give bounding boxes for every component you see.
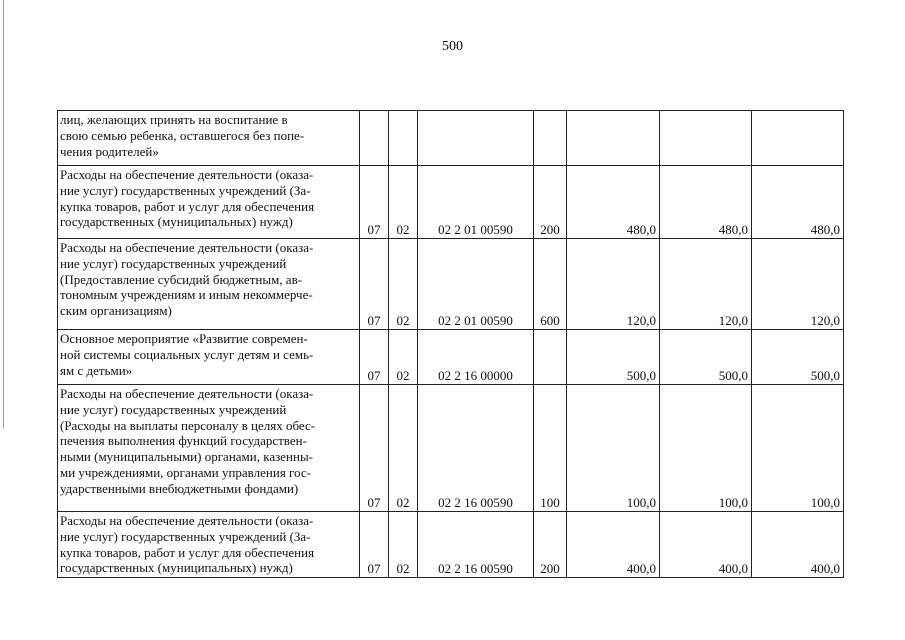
section-code-cell (360, 111, 389, 166)
amount-cell (752, 111, 844, 166)
amount-cell: 120,0 (752, 239, 844, 330)
expense-name-line: чения родителей» (60, 143, 159, 159)
expense-type-cell (534, 111, 567, 166)
expense-name-line: лиц, желающих принять на воспитание в (60, 112, 288, 127)
amount-cell: 480,0 (752, 166, 844, 239)
subsection-code-cell: 02 (389, 239, 418, 330)
amount-cell (567, 111, 660, 166)
amount-cell: 400,0 (752, 512, 844, 578)
expense-name-line: государственных (муниципальных) нужд) (60, 560, 293, 576)
target-article-cell: 02 2 01 00590 (418, 166, 534, 239)
expense-name-line: (Расходы на выплаты персоналу в целях обес- (60, 417, 316, 433)
target-article-cell: 02 2 16 00590 (418, 385, 534, 512)
expense-name-line: ударственными внебюджетными фондами) (60, 480, 299, 496)
expense-name-cell (58, 239, 360, 330)
expense-name-line: печения выполнения функций государствен- (60, 433, 307, 449)
amount-cell: 500,0 (752, 330, 844, 385)
scan-edge-line (3, 0, 4, 428)
target-article-cell: 02 2 01 00590 (418, 239, 534, 330)
expense-name-line: ние услуг) государственных учреждений (За- (60, 182, 311, 198)
expense-name-cell (58, 330, 360, 385)
expense-name-line: тономным учреждениям и иным некоммерче- (60, 287, 313, 303)
expense-name-line: ной системы социальных услуг детям и семь- (60, 346, 314, 362)
expense-name-line: купка товаров, работ и услуг для обеспечения (60, 198, 315, 214)
subsection-code-cell: 02 (389, 385, 418, 512)
expense-name-line: ными (муниципальными) органами, казенны- (60, 449, 314, 465)
amount-cell: 120,0 (660, 239, 752, 330)
amount-cell: 480,0 (567, 166, 660, 239)
expense-name-line: купка товаров, работ и услуг для обеспечения (60, 544, 315, 560)
amount-cell: 400,0 (660, 512, 752, 578)
amount-cell: 480,0 (660, 166, 752, 239)
expense-name-line: Расходы на обеспечение деятельности (оказа- (60, 513, 314, 528)
subsection-code-cell: 02 (389, 166, 418, 239)
section-code-cell: 07 (360, 385, 389, 512)
table-row (58, 385, 844, 512)
page-number: 500 (442, 39, 463, 54)
target-article-cell: 02 2 16 00590 (418, 512, 534, 578)
expense-name-line: ским организациям) (60, 303, 172, 319)
expense-name-cell (58, 512, 360, 578)
subsection-code-cell: 02 (389, 330, 418, 385)
expense-name-line: Расходы на обеспечение деятельности (оказа- (60, 386, 314, 401)
amount-cell: 500,0 (567, 330, 660, 385)
expense-name-line: ям с детьми» (60, 362, 133, 378)
expense-name-line: Расходы на обеспечение деятельности (оказа- (60, 240, 314, 255)
expense-name-line: Основное мероприятие «Развитие современ- (60, 331, 308, 346)
subsection-code-cell (389, 111, 418, 166)
target-article-cell: 02 2 16 00000 (418, 330, 534, 385)
expense-type-cell (534, 330, 567, 385)
expense-name-line: свою семью ребенка, оставшегося без попе- (60, 127, 305, 143)
table-row (58, 512, 844, 578)
expense-name-line: ми учреждениями, органами управления гос- (60, 464, 311, 480)
budget-table (57, 110, 844, 578)
amount-cell: 500,0 (660, 330, 752, 385)
expense-name-line: государственных (муниципальных) нужд) (60, 214, 293, 230)
section-code-cell: 07 (360, 330, 389, 385)
expense-type-cell: 200 (534, 512, 567, 578)
expense-name-line: ние услуг) государственных учреждений (60, 401, 287, 417)
target-article-cell (418, 111, 534, 166)
amount-cell: 100,0 (660, 385, 752, 512)
table-row (58, 239, 844, 330)
amount-cell: 100,0 (567, 385, 660, 512)
expense-name-cell (58, 385, 360, 512)
table-row (58, 166, 844, 239)
amount-cell (660, 111, 752, 166)
expense-name-cell (58, 111, 360, 166)
expense-name-line: ние услуг) государственных учреждений (60, 255, 287, 271)
expense-type-cell: 200 (534, 166, 567, 239)
budget-table-body (58, 111, 844, 578)
expense-name-line: ние услуг) государственных учреждений (За- (60, 528, 311, 544)
expense-name-cell (58, 166, 360, 239)
expense-type-cell: 600 (534, 239, 567, 330)
table-row (58, 111, 844, 166)
expense-name-line: Расходы на обеспечение деятельности (оказа- (60, 167, 314, 182)
expense-type-cell: 100 (534, 385, 567, 512)
subsection-code-cell: 02 (389, 512, 418, 578)
amount-cell: 400,0 (567, 512, 660, 578)
section-code-cell: 07 (360, 166, 389, 239)
table-row (58, 330, 844, 385)
section-code-cell: 07 (360, 239, 389, 330)
amount-cell: 100,0 (752, 385, 844, 512)
amount-cell: 120,0 (567, 239, 660, 330)
section-code-cell: 07 (360, 512, 389, 578)
expense-name-line: (Предоставление субсидий бюджетным, ав- (60, 271, 303, 287)
